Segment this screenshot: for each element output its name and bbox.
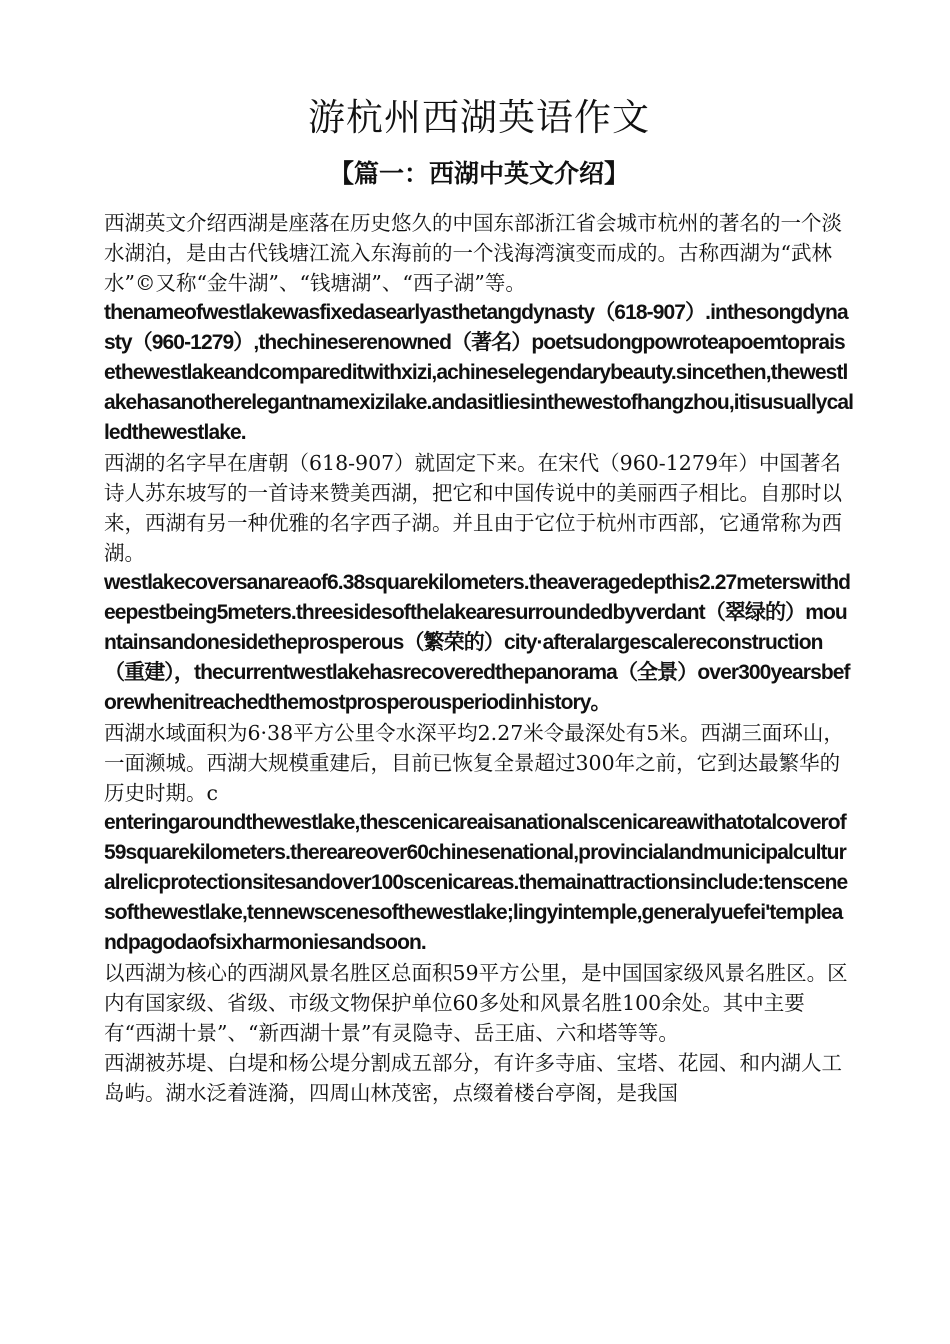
document-title: 游杭州西湖英语作文: [308, 96, 650, 139]
paragraph-area-en: westlakecoversanareaof6.38squarekilometers.theaveragedepthis2.27meterswithdeepestbeing5meters.threesidesofthelakearesurroundedbyverdant（翠绿的）mountainsandonesidetheprosperous（繁荣的）city·afteralargescalereconstruction（重建），thecurrentwestlakehasrecoveredthepanorama（全景）over300yearsbeforewhenitreachedthemostprosperousperiodinhistory。: [104, 571, 851, 714]
paragraph-scenic-en: enteringaroundthewestlake,thescenicareaisanationalscenicareawithatotalcoverof59squarekilometers.thereareover60chinesenational,provincialandmunicipalculturalrelicprotectionsitesandover100scenicareas.themainattractionsinclude:tenscenesofthewestlake,tennewscenesofthewestlake;lingyintemple,generalyuefei'templeandpagodaofsixharmoniesandsoon.: [104, 811, 848, 954]
section-heading: 【篇一：西湖中英文介绍】: [328, 159, 629, 188]
paragraph-name-zh: 西湖的名字早在唐朝（618-907）就固定下来。在宋代（960-1279年）中国著名诗人苏东坡写的一首诗来赞美西湖，把它和中国传说中的美丽西子相比。自那时以来，西湖有另一种优雅的名字西子湖。并且由于它位于杭州市西部，它通常称为西湖。: [104, 451, 842, 565]
paragraph-scenic-zh: 以西湖为核心的西湖风景名胜区总面积59平方公里，是中国国家级风景名胜区。区内有国家级、省级、市级文物保护单位60多处和风景名胜100余处。其中主要有“西湖十景”、“新西湖十景”有灵隐寺、岳王庙、六和塔等等。: [104, 961, 848, 1045]
paragraph-causeways-zh: 西湖被苏堤、白堤和杨公堤分割成五部分，有许多寺庙、宝塔、花园、和内湖人工岛屿。湖水泛着涟漪，四周山林茂密，点缀着楼台亭阁，是我国: [104, 1051, 842, 1105]
paragraph-intro-zh: 西湖英文介绍西湖是座落在历史悠久的中国东部浙江省会城市杭州的著名的一个淡水湖泊，是由古代钱塘江流入东海前的一个浅海湾演变而成的。古称西湖为“武林水”©又称“金牛湖”、“钱塘湖”、“西子湖”等。: [104, 211, 842, 295]
paragraph-area-zh: 西湖水域面积为6·38平方公里令水深平均2.27米令最深处有5米。西湖三面环山，一面濒城。西湖大规模重建后，目前已恢复全景超过300年之前，它到达最繁华的历史时期。c: [104, 721, 844, 805]
paragraph-name-en: thenameofwestlakewasfixedasearlyasthetangdynasty（618-907）.inthesongdynasty（960-1279）,thechineserenowned（著名）poetsudongpowroteapoemtopraisethewestlakeandcompareditwithxizi,achineselegendarybeauty.sincethen,thewestlakehasanotherelegantnamexizilake.andasitliesinthewestofhangzhou,itisusuallycalledthewestlake.: [104, 301, 854, 444]
